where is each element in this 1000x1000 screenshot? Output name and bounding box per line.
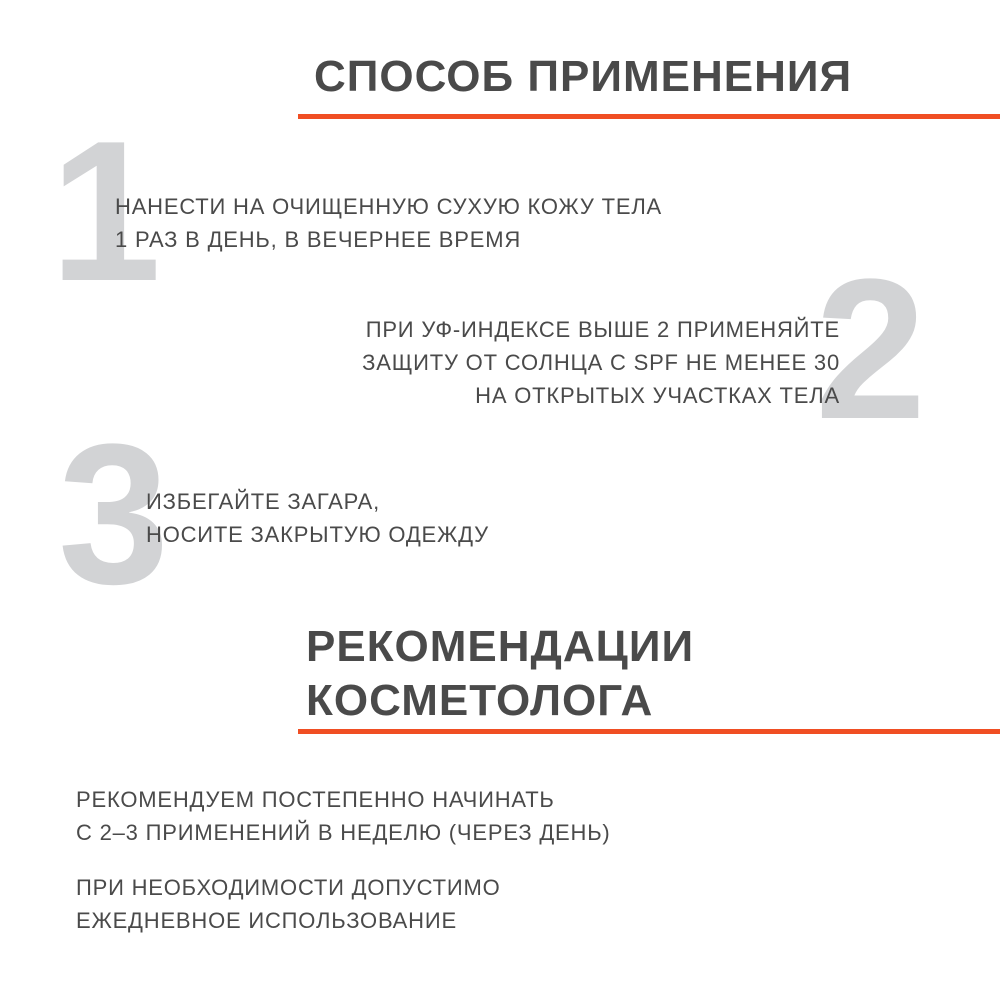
step-1-text — [115, 190, 662, 256]
step-1-number: 1 — [50, 100, 162, 323]
step-2-number: 2 — [815, 238, 927, 461]
usage-title: СПОСОБ ПРИМЕНЕНИЯ — [314, 52, 853, 101]
step-1-line-2: 1 РАЗ В ДЕНЬ, В ВЕЧЕРНЕЕ ВРЕМЯ — [115, 227, 522, 252]
step-1-line-1: НАНЕСТИ НА ОЧИЩЕННУЮ СУХУЮ КОЖУ ТЕЛА — [115, 194, 663, 219]
step-2-line-1: ПРИ УФ-ИНДЕКСЕ ВЫШЕ 2 ПРИМЕНЯЙТЕ — [365, 317, 840, 342]
usage-title-underline — [298, 114, 1000, 119]
recommendations-title-line-1: РЕКОМЕНДАЦИИ — [306, 622, 695, 671]
recommendation-paragraph-2 — [76, 871, 501, 937]
step-3-line-1: ИЗБЕГАЙТЕ ЗАГАРА, — [146, 489, 381, 514]
step-3-number: 3 — [58, 403, 170, 626]
recommendations-title-line-2: КОСМЕТОЛОГА — [306, 676, 654, 725]
step-3-line-2: НОСИТЕ ЗАКРЫТУЮ ОДЕЖДУ — [146, 522, 489, 547]
recommendation-2-line-2: ЕЖЕДНЕВНОЕ ИСПОЛЬЗОВАНИЕ — [76, 908, 457, 933]
recommendation-2-line-1: ПРИ НЕОБХОДИМОСТИ ДОПУСТИМО — [76, 875, 501, 900]
step-3-text — [146, 485, 489, 551]
recommendation-1-line-2: С 2–3 ПРИМЕНЕНИЙ В НЕДЕЛЮ (ЧЕРЕЗ ДЕНЬ) — [76, 820, 611, 845]
step-2-text — [362, 313, 840, 412]
recommendation-paragraph-1 — [76, 783, 611, 849]
step-2-line-2: ЗАЩИТУ ОТ СОЛНЦА С SPF НЕ МЕНЕЕ 30 — [362, 350, 840, 375]
recommendation-1-line-1: РЕКОМЕНДУЕМ ПОСТЕПЕННО НАЧИНАТЬ — [76, 787, 555, 812]
step-2-line-3: НА ОТКРЫТЫХ УЧАСТКАХ ТЕЛА — [475, 383, 840, 408]
recommendations-title — [306, 620, 694, 728]
recommendations-title-underline — [298, 729, 1000, 734]
